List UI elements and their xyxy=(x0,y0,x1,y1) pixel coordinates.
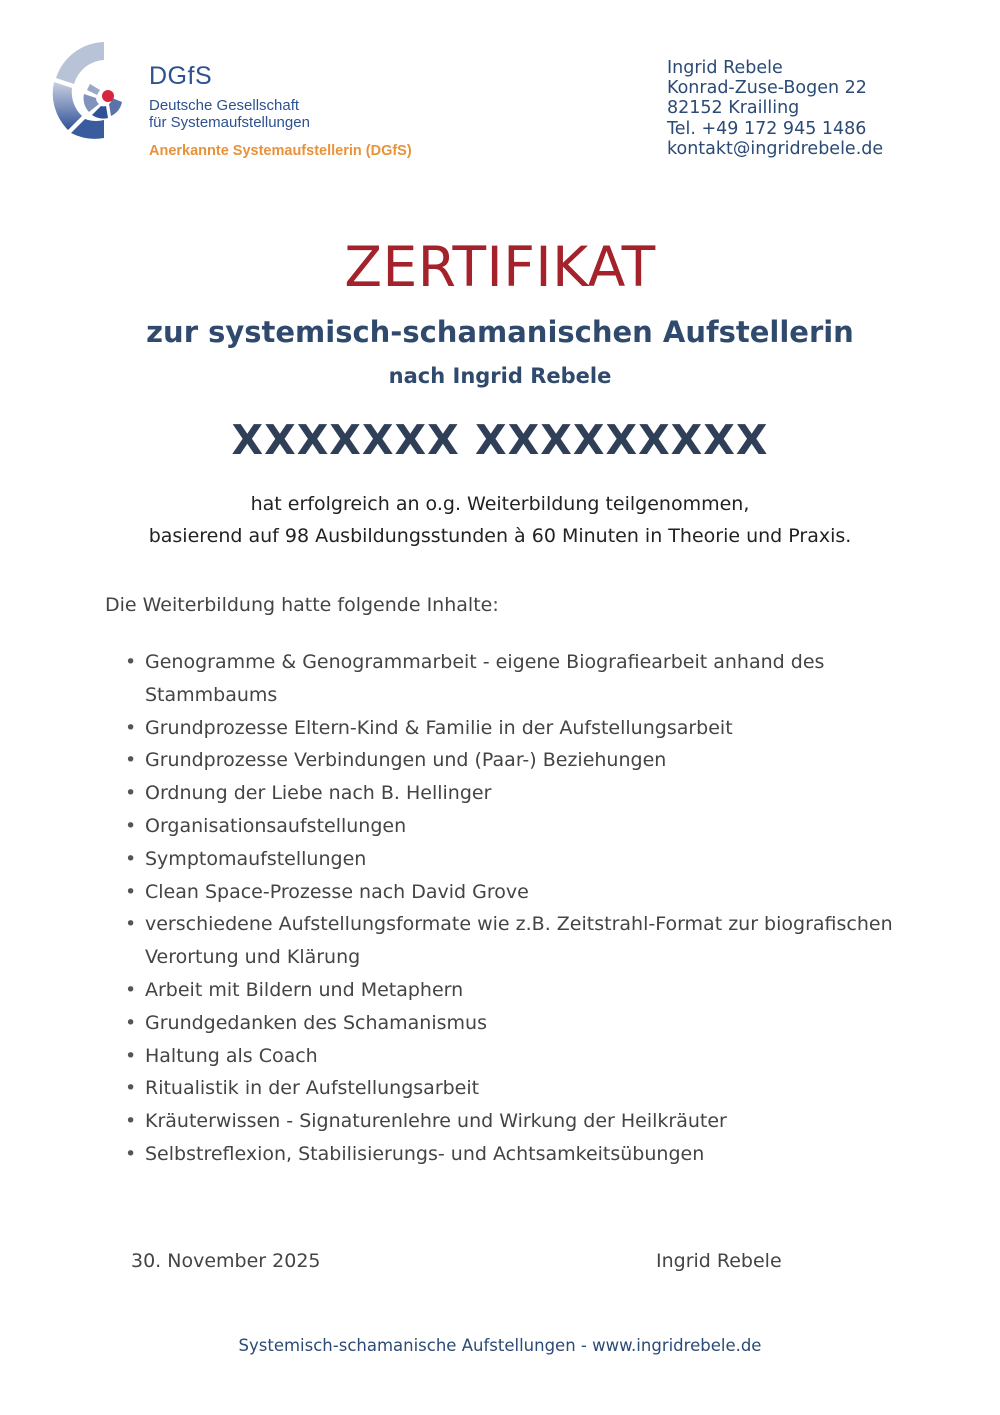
certificate-subtitle: zur systemisch-schamanischen Aufstellerin xyxy=(146,315,854,349)
contact-name: Ingrid Rebele xyxy=(667,58,783,78)
certificate-subtitle-2: nach Ingrid Rebele xyxy=(388,364,612,388)
list-item: • Ritualistik in der Aufstellungsarbeit xyxy=(145,1072,925,1105)
contents-list xyxy=(145,646,925,1171)
list-item: • verschiedene Aufstellungsformate wie z.B. Zeitstrahl-Format zur biografischen Verortung und Klärung xyxy=(145,908,925,974)
contact-city: 82152 Krailling xyxy=(667,98,800,119)
certificate-title: ZERTIFIKAT xyxy=(344,235,656,299)
list-item: • Selbstreflexion, Stabilisierungs- und Achtsamkeitsübungen xyxy=(145,1138,925,1171)
list-item: • Genogramme & Genogrammarbeit - eigene Biografiearbeit anhand des Stammbaums xyxy=(145,646,925,712)
certificate-date: 30. November 2025 xyxy=(131,1250,321,1272)
org-abbreviation: DGfS xyxy=(149,62,213,90)
list-item: • Organisationsaufstellungen xyxy=(145,810,925,843)
list-item: • Haltung als Coach xyxy=(145,1040,925,1073)
completion-statement xyxy=(0,488,1000,552)
contents-intro: Die Weiterbildung hatte folgende Inhalte: xyxy=(105,594,499,616)
org-name xyxy=(149,97,310,131)
statement-line-2: basierend auf 98 Ausbildungsstunden à 60 Minuten in Theorie und Praxis. xyxy=(148,525,852,547)
list-item: • Arbeit mit Bildern und Metaphern xyxy=(145,974,925,1007)
list-item: • Grundprozesse Verbindungen und (Paar-) Beziehungen xyxy=(145,744,925,777)
recipient-name: XXXXXXX XXXXXXXXX xyxy=(231,416,769,464)
org-name-line-1: Deutsche Gesellschaft xyxy=(149,97,300,114)
recognition-badge: Anerkannte Systemaufstellerin (DGfS) xyxy=(149,143,412,159)
footer-text: Systemisch-schamanische Aufstellungen - www.ingridrebele.de xyxy=(238,1336,762,1355)
list-item: • Grundgedanken des Schamanismus xyxy=(145,1007,925,1040)
statement-line-1: hat erfolgreich an o.g. Weiterbildung teilgenommen, xyxy=(250,493,750,515)
signer-name: Ingrid Rebele xyxy=(656,1250,782,1272)
contact-block xyxy=(667,58,883,159)
contact-email: kontakt@ingridrebele.de xyxy=(667,138,884,159)
contact-street: Konrad-Zuse-Bogen 22 xyxy=(667,78,867,99)
list-item: • Kräuterwissen - Signaturenlehre und Wirkung der Heilkräuter xyxy=(145,1105,925,1138)
list-item: • Clean Space-Prozesse nach David Grove xyxy=(145,876,925,909)
list-item: • Ordnung der Liebe nach B. Hellinger xyxy=(145,777,925,810)
list-item: • Symptomaufstellungen xyxy=(145,843,925,876)
org-name-line-2: für Systemaufstellungen xyxy=(149,114,310,131)
dgfs-logo-icon xyxy=(46,38,130,142)
contact-phone: Tel. +49 172 945 1486 xyxy=(667,118,867,139)
list-item: • Grundprozesse Eltern-Kind & Familie in der Aufstellungsarbeit xyxy=(145,712,925,745)
